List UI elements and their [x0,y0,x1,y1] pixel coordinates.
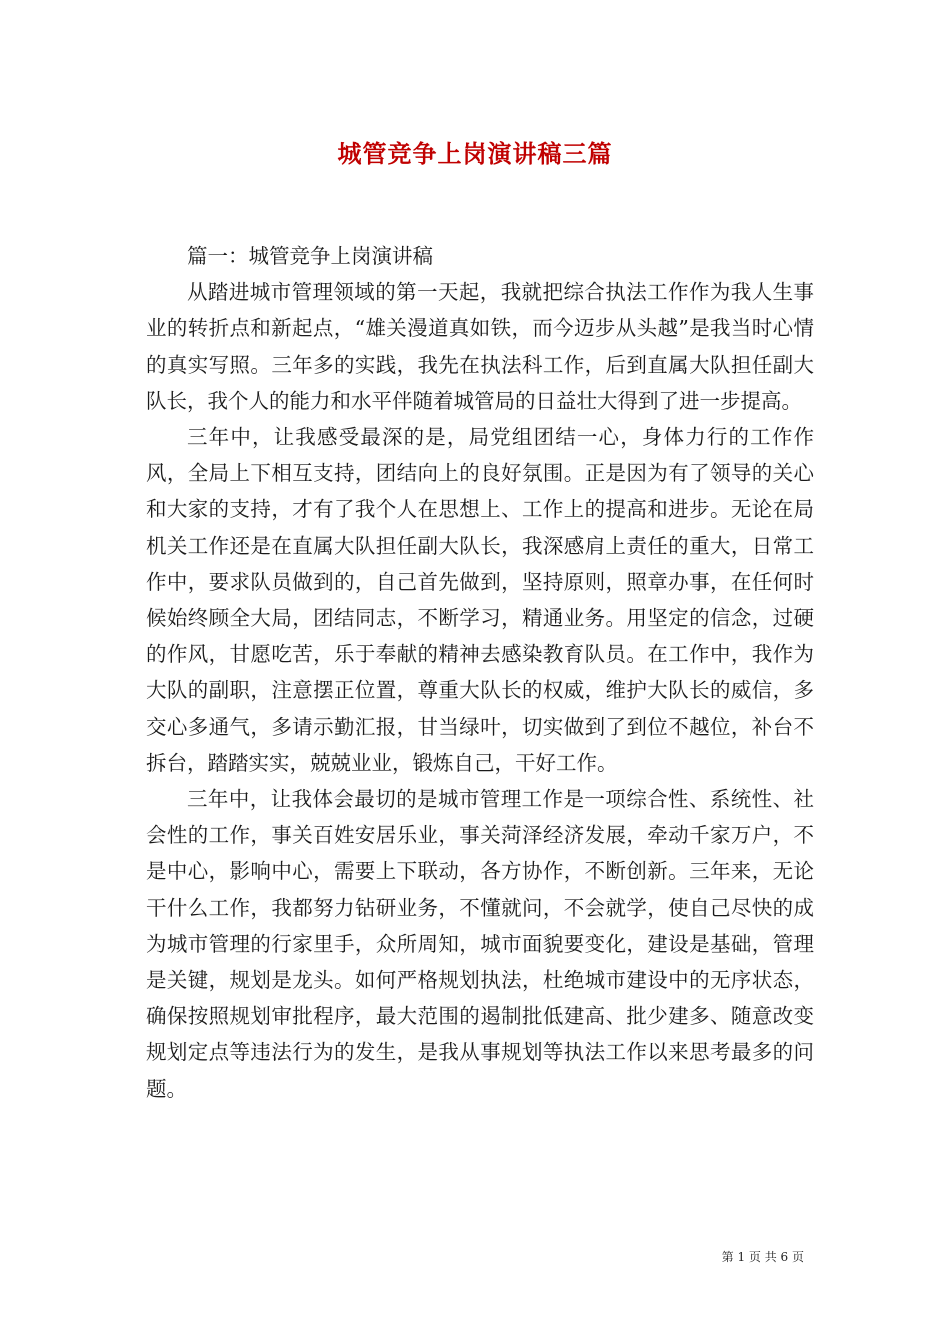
section-heading: 篇一：城管竞争上岗演讲稿 [187,244,433,268]
paragraph-1: 从踏进城市管理领域的第一天起，我就把综合执法工作作为我人生事业的转折点和新起点，“雄关漫道真如铁，而今迈步从头越”是我当时心情的真实写照。三年多的实践，我先在执法科工作，后到直属大队担任副大队长，我个人的能力和水平伴随着城管局的日益壮大得到了进一步提高。 [146,280,814,413]
paragraph-3: 三年中，让我体会最切的是城市管理工作是一项综合性、系统性、社会性的工作，事关百姓安居乐业，事关菏泽经济发展，牵动千家万户，不是中心，影响中心，需要上下联动，各方协作，不断创新。三年来，无论干什么工作，我都努力钻研业务，不懂就问，不会就学，使自己尽快的成为城市管理的行家里手，众所周知，城市面貌要变化，建设是基础，管理是关键，规划是龙头。如何严格规划执法，杜绝城市建设中的无序状态，确保按照规划审批程序，最大范围的遏制批低建高、批少建多、随意改变规划定点等违法行为的发生，是我从事规划等执法工作以来思考最多的问题。 [146,787,814,1101]
page-number: 第 1 页 共 6 页 [721,1250,804,1264]
document-title: 城管竞争上岗演讲稿三篇 [337,139,613,168]
document-body [146,238,814,1107]
paragraph-2: 三年中，让我感受最深的是，局党组团结一心，身体力行的工作作风，全局上下相互支持，团结向上的良好氛围。正是因为有了领导的关心和大家的支持，才有了我个人在思想上、工作上的提高和进步。无论在局机关工作还是在直属大队担任副大队长，我深感肩上责任的重大，日常工作中，要求队员做到的，自己首先做到，坚持原则，照章办事，在任何时候始终顾全大局，团结同志，不断学习，精通业务。用坚定的信念，过硬的作风，甘愿吃苦，乐于奉献的精神去感染教育队员。在工作中，我作为大队的副职，注意摆正位置，尊重大队长的权威，维护大队长的威信，多交心多通气，多请示勤汇报，甘当绿叶，切实做到了到位不越位，补台不拆台，踏踏实实，兢兢业业，锻炼自己，干好工作。 [146,425,814,775]
